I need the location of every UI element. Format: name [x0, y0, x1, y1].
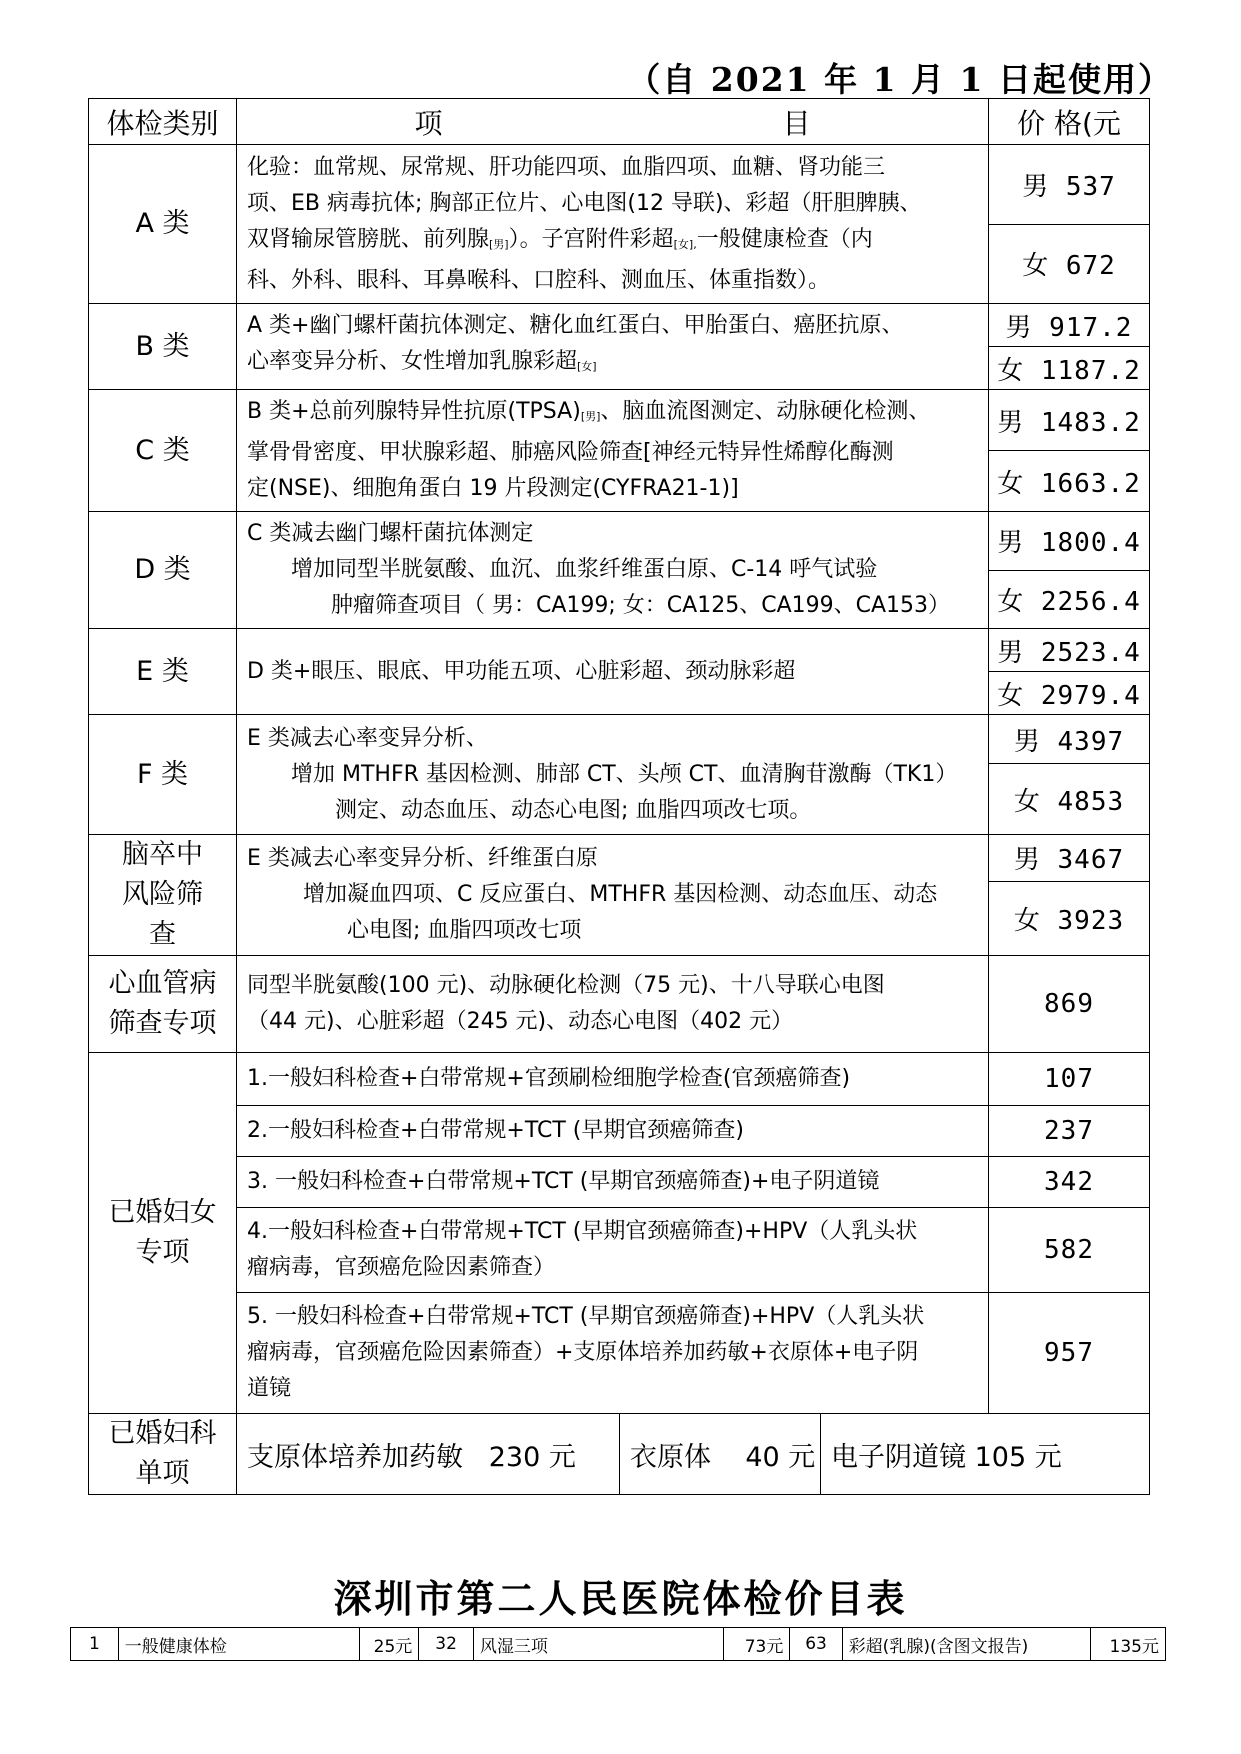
- married-item: [237, 1106, 989, 1157]
- item-line: 掌骨骨密度、甲状腺彩超、肺癌风险筛查[神经元特异性烯醇化酶测: [247, 440, 894, 465]
- price-male: 男 2523.4: [989, 629, 1150, 672]
- item-line: [247, 394, 978, 435]
- category-f: F 类: [89, 715, 237, 835]
- items-cardio: [237, 956, 989, 1053]
- table-row: [89, 1157, 1150, 1208]
- item-line: 项、EB 病毒抗体; 胸部正位片、心电图(12 导联)、彩超（肝胆脾胰、: [247, 190, 922, 216]
- table-row: [71, 1628, 1166, 1661]
- married-item: [237, 1157, 989, 1208]
- price: 107: [989, 1053, 1150, 1106]
- item-line: 定(NSE)、细胞角蛋白 19 片段测定(CYFRA21-1)]: [247, 476, 739, 501]
- item-text: 心率变异分析、女性增加乳腺彩超: [247, 349, 578, 374]
- category-label: 心血管病筛查专项: [108, 968, 217, 1039]
- table-row: [89, 629, 1150, 672]
- price-female: 女 1663.2: [989, 451, 1150, 512]
- item-line: 瘤病毒，官颈癌危险因素筛查）+支原体培养加药敏+衣原体+电子阴: [247, 1340, 919, 1365]
- price: 869: [989, 956, 1150, 1053]
- table-row: [89, 512, 1150, 571]
- item-name: 一般健康体检: [118, 1628, 359, 1661]
- item-line: E 类减去心率变异分析、纤维蛋白原: [247, 846, 598, 871]
- table-row: [89, 1293, 1150, 1414]
- items-d: [237, 512, 989, 629]
- price-female: 女 2256.4: [989, 570, 1150, 629]
- category-b: B 类: [89, 304, 237, 390]
- price-male: 男 537: [989, 145, 1150, 225]
- item-name: 彩超(乳腺)(含图文报告): [842, 1628, 1090, 1661]
- price-male: 男 3467: [989, 835, 1150, 882]
- item-text: 双肾输尿管膀胱、前列腺: [247, 226, 490, 252]
- item-line: 4.一般妇科检查+白带常规+TCT (早期官颈癌筛查)+HPV（人乳头状: [247, 1219, 918, 1244]
- table-row: [89, 1414, 1150, 1495]
- female-tag: [女]: [577, 360, 597, 373]
- items-e: [237, 629, 989, 715]
- table-row: [89, 390, 1150, 451]
- item-text: 一般健康检查（内: [696, 226, 873, 252]
- married-item: [237, 1053, 989, 1106]
- table-row: [89, 956, 1150, 1053]
- single-item-chlamydia: 衣原体 40 元: [620, 1414, 821, 1494]
- item-line: 肿瘤筛查项目（ 男：CA199; 女：CA125、CA199、CA153）: [331, 593, 951, 618]
- table-row: [89, 1106, 1150, 1157]
- married-item: [237, 1293, 989, 1414]
- bottom-price-list: [70, 1627, 1166, 1661]
- price-male: 男 917.2: [989, 304, 1150, 347]
- table-row: [89, 715, 1150, 764]
- item-line: 科、外科、眼科、耳鼻喉科、口腔科、测血压、体重指数）。: [247, 267, 831, 293]
- price: 237: [989, 1106, 1150, 1157]
- female-tag: [女],: [673, 237, 697, 251]
- table-header-row: [89, 99, 1150, 145]
- category-d: D 类: [89, 512, 237, 629]
- item-line: 道镜: [247, 1376, 292, 1401]
- item-line: 同型半胱氨酸(100 元)、动脉硬化检测（75 元)、十八导联心电图: [247, 973, 885, 998]
- item-line: 3. 一般妇科检查+白带常规+TCT (早期官颈癌筛查)+电子阴道镜: [247, 1169, 880, 1194]
- item-line: 增加同型半胱氨酸、血沉、血浆纤维蛋白原、C-14 呼气试验: [291, 557, 878, 582]
- price-male: 男 1483.2: [989, 390, 1150, 451]
- items-b: [237, 304, 989, 390]
- category-e: E 类: [89, 629, 237, 715]
- items-f: [237, 715, 989, 835]
- items-c: [237, 390, 989, 512]
- price-female: 女 3923: [989, 881, 1150, 955]
- category-label: 脑卒中风险筛查: [122, 839, 203, 950]
- header-items: [237, 99, 989, 145]
- price: 342: [989, 1157, 1150, 1208]
- single-items: [237, 1414, 1150, 1495]
- price: 582: [989, 1208, 1150, 1293]
- item-line: 1.一般妇科检查+白带常规+官颈刷检细胞学检查(官颈癌筛查): [247, 1066, 851, 1091]
- header-price: 价 格(元: [989, 99, 1150, 145]
- item-line: 增加凝血四项、C 反应蛋白、MTHFR 基因检测、动态血压、动态: [303, 882, 938, 907]
- item-line: E 类减去心率变异分析、: [247, 725, 488, 751]
- price-table: [88, 98, 1150, 1495]
- effective-date-note: （自 2021 年 1 月 1 日起使用）: [627, 60, 1173, 99]
- item-number: 63: [790, 1628, 842, 1661]
- price-female: 女 4853: [989, 764, 1150, 835]
- male-tag: [男]: [580, 410, 601, 423]
- item-line: （44 元)、心脏彩超（245 元)、动态心电图（402 元）: [247, 1009, 794, 1034]
- item-name: 风湿三项: [473, 1628, 723, 1661]
- item-number: 32: [419, 1628, 474, 1661]
- item-line: D 类+眼压、眼底、甲功能五项、心脏彩超、颈动脉彩超: [247, 658, 796, 684]
- item-line: 测定、动态血压、动态心电图; 血脂四项改七项。: [335, 797, 812, 823]
- category-single: [89, 1414, 237, 1495]
- item-line: 增加 MTHFR 基因检测、肺部 CT、头颅 CT、血清胸苷激酶（TK1）: [291, 761, 958, 787]
- header-item-b: 目: [782, 106, 811, 140]
- item-line: [247, 222, 978, 263]
- category-a: A 类: [89, 145, 237, 304]
- item-price: 135元: [1090, 1628, 1165, 1661]
- item-line: 2.一般妇科检查+白带常规+TCT (早期官颈癌筛查): [247, 1118, 744, 1143]
- items-a: [237, 145, 989, 304]
- item-text: B 类+总前列腺特异性抗原(TPSA): [247, 399, 581, 424]
- single-item-mycoplasma: 支原体培养加药敏 230 元: [237, 1414, 620, 1494]
- item-line: [247, 344, 978, 385]
- male-tag: [男]: [489, 237, 509, 251]
- item-line: 化验：血常规、尿常规、肝功能四项、血脂四项、血糖、肾功能三: [247, 154, 886, 180]
- category-married: [89, 1053, 237, 1414]
- price: 957: [989, 1293, 1150, 1414]
- category-label: 已婚妇科单项: [108, 1418, 217, 1489]
- price-female: 女 1187.2: [989, 347, 1150, 390]
- item-price: 25元: [360, 1628, 419, 1661]
- header-category: 体检类别: [89, 99, 237, 145]
- price-female: 女 672: [989, 224, 1150, 304]
- category-cardio: [89, 956, 237, 1053]
- item-line: 5. 一般妇科检查+白带常规+TCT (早期官颈癌筛查)+HPV（人乳头状: [247, 1304, 925, 1329]
- table-row: [89, 145, 1150, 225]
- table-row: [89, 835, 1150, 882]
- table-row: [89, 304, 1150, 347]
- item-number: 1: [71, 1628, 119, 1661]
- table-row: [89, 1053, 1150, 1106]
- price-male: 男 1800.4: [989, 512, 1150, 571]
- table-row: [89, 1208, 1150, 1293]
- item-text: ）。子宫附件彩超: [508, 226, 674, 252]
- item-text: 、脑血流图测定、动脉硬化检测、: [600, 399, 931, 424]
- category-c: C 类: [89, 390, 237, 512]
- category-stroke: [89, 835, 237, 956]
- single-item-colposcope: 电子阴道镜 105 元: [831, 1441, 1062, 1473]
- item-line: 心电图; 血脂四项改七项: [347, 918, 582, 943]
- item-line: C 类减去幽门螺杆菌抗体测定: [247, 521, 534, 546]
- items-stroke: [237, 835, 989, 956]
- married-item: [237, 1208, 989, 1293]
- item-price: 73元: [724, 1628, 790, 1661]
- page-title: 深圳市第二人民医院体检价目表: [333, 1577, 908, 1621]
- price-male: 男 4397: [989, 715, 1150, 764]
- header-item-a: 项: [414, 106, 443, 140]
- item-line: 瘤病毒，官颈癌危险因素筛查）: [247, 1255, 556, 1280]
- item-line: A 类+幽门螺杆菌抗体测定、糖化血红蛋白、甲胎蛋白、癌胚抗原、: [247, 313, 904, 338]
- category-label: 已婚妇女专项: [108, 1197, 217, 1268]
- price-female: 女 2979.4: [989, 672, 1150, 715]
